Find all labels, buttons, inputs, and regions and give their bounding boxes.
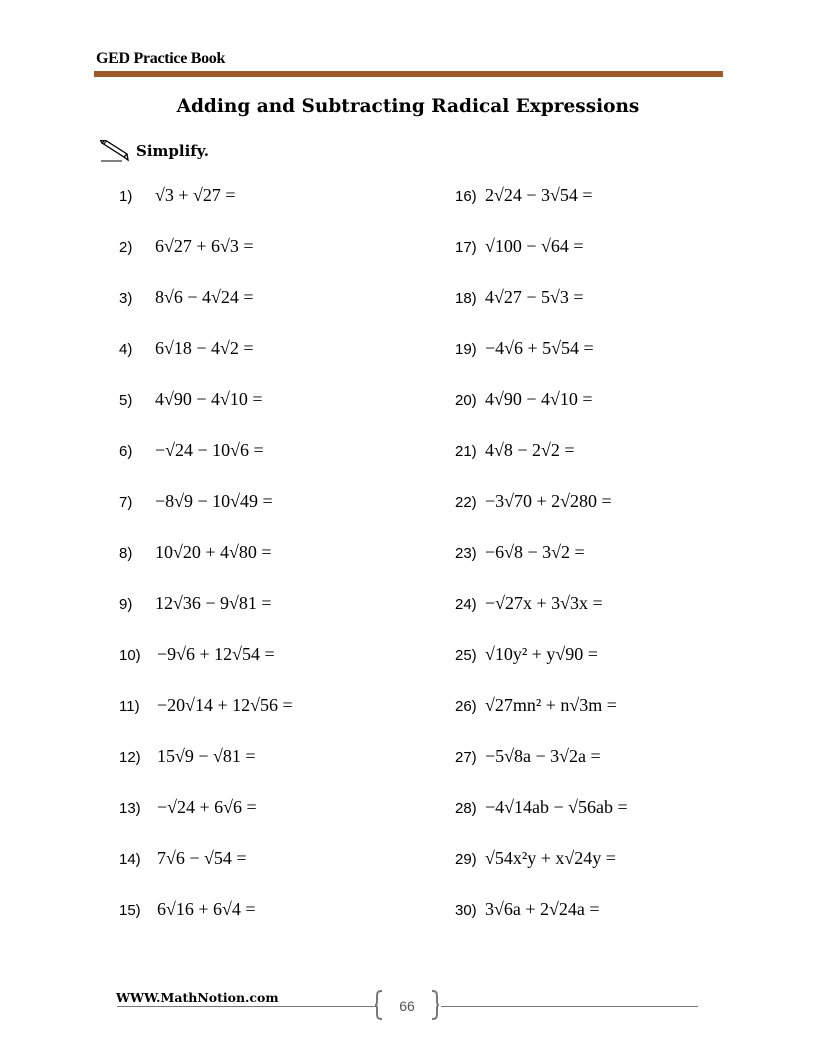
problem-expression: 8√6 − 4√24 = — [155, 287, 254, 307]
instruction — [100, 139, 209, 163]
problem-expression: √10y² + y√90 = — [485, 644, 598, 664]
footer-rule-left — [117, 1006, 376, 1007]
page-number: 66 — [399, 998, 415, 1014]
problem-number: 9) — [119, 596, 133, 613]
problem-item — [455, 388, 755, 439]
problem-number: 1) — [119, 188, 133, 205]
problem-number: 30) — [455, 902, 477, 919]
problem-number: 22) — [455, 494, 477, 511]
problem-number: 21) — [455, 443, 477, 460]
problem-expression: 4√27 − 5√3 = — [485, 287, 584, 307]
footer-rule-right — [441, 1006, 698, 1007]
problem-expression: 3√6a + 2√24a = — [485, 899, 600, 919]
problem-number: 6) — [119, 443, 133, 460]
problems-right-column — [455, 184, 755, 949]
problem-item — [119, 745, 439, 796]
problem-item — [119, 796, 439, 847]
problem-expression: −9√6 + 12√54 = — [157, 644, 275, 664]
problem-expression: 12√36 − 9√81 = — [155, 593, 272, 613]
problem-item — [455, 286, 755, 337]
problem-number: 29) — [455, 851, 477, 868]
problem-item — [119, 337, 439, 388]
page-title: Adding and Subtracting Radical Expressions — [176, 96, 640, 117]
problem-number: 23) — [455, 545, 477, 562]
problem-item — [455, 541, 755, 592]
problem-expression: −4√6 + 5√54 = — [485, 338, 594, 358]
problem-item — [119, 286, 439, 337]
problem-number: 8) — [119, 545, 133, 562]
right-bracket-icon — [430, 990, 440, 1020]
problem-expression: 4√8 − 2√2 = — [485, 440, 575, 460]
problem-number: 11) — [119, 698, 140, 715]
problem-expression: 6√27 + 6√3 = — [155, 236, 254, 256]
problem-number: 25) — [455, 647, 477, 664]
problem-item — [119, 898, 439, 949]
problem-expression: 6√18 − 4√2 = — [155, 338, 254, 358]
problem-number: 7) — [119, 494, 133, 511]
problem-expression: −5√8a − 3√2a = — [485, 746, 601, 766]
problem-expression: −3√70 + 2√280 = — [485, 491, 612, 511]
problem-number: 17) — [455, 239, 477, 256]
problem-item — [119, 847, 439, 898]
problem-number: 18) — [455, 290, 477, 307]
problem-number: 27) — [455, 749, 477, 766]
problem-expression: 7√6 − √54 = — [157, 848, 247, 868]
problem-expression: √3 + √27 = — [155, 185, 236, 205]
problem-item — [455, 184, 755, 235]
problem-expression: −4√14ab − √56ab = — [485, 797, 628, 817]
problem-expression: −√27x + 3√3x = — [485, 593, 603, 613]
header-rule — [94, 71, 723, 77]
problems-left-column — [119, 184, 439, 949]
problem-number: 3) — [119, 290, 133, 307]
problem-expression: 4√90 − 4√10 = — [155, 389, 263, 409]
problem-expression: 15√9 − √81 = — [157, 746, 256, 766]
pencil-icon — [100, 140, 130, 162]
problem-item — [119, 694, 439, 745]
problem-item — [119, 643, 439, 694]
problem-item — [119, 592, 439, 643]
problem-expression: −√24 − 10√6 = — [155, 440, 264, 460]
problem-expression: 4√90 − 4√10 = — [485, 389, 593, 409]
problem-item — [455, 847, 755, 898]
problem-number: 14) — [119, 851, 141, 868]
problem-number: 2) — [119, 239, 133, 256]
problem-expression: √27mn² + n√3m = — [485, 695, 617, 715]
problem-item — [119, 184, 439, 235]
problem-item — [119, 388, 439, 439]
instruction-text: Simplify. — [136, 142, 209, 160]
problem-number: 13) — [119, 800, 141, 817]
problem-number: 28) — [455, 800, 477, 817]
problem-item — [119, 541, 439, 592]
problem-item — [119, 490, 439, 541]
problem-number: 12) — [119, 749, 141, 766]
problem-number: 26) — [455, 698, 477, 715]
problem-expression: −6√8 − 3√2 = — [485, 542, 585, 562]
problem-number: 20) — [455, 392, 477, 409]
problem-expression: 2√24 − 3√54 = — [485, 185, 593, 205]
problem-number: 16) — [455, 188, 477, 205]
problem-expression: −8√9 − 10√49 = — [155, 491, 273, 511]
problem-item — [455, 490, 755, 541]
problem-item — [455, 898, 755, 949]
problem-item — [455, 592, 755, 643]
problem-expression: −√24 + 6√6 = — [157, 797, 257, 817]
left-bracket-icon — [374, 990, 384, 1020]
problem-number: 5) — [119, 392, 133, 409]
problem-item — [455, 235, 755, 286]
problem-expression: √100 − √64 = — [485, 236, 584, 256]
problem-item — [455, 643, 755, 694]
problem-number: 15) — [119, 902, 141, 919]
problem-number: 4) — [119, 341, 133, 358]
problem-item — [455, 439, 755, 490]
problem-item — [455, 694, 755, 745]
footer-url: WWW.MathNotion.com — [116, 990, 279, 1005]
book-title: GED Practice Book — [96, 50, 226, 67]
problem-item — [455, 796, 755, 847]
problem-item — [119, 235, 439, 286]
problem-item — [119, 439, 439, 490]
problem-expression: −20√14 + 12√56 = — [157, 695, 293, 715]
problem-item — [455, 745, 755, 796]
problem-expression: 6√16 + 6√4 = — [157, 899, 256, 919]
problem-number: 10) — [119, 647, 141, 664]
problem-expression: √54x²y + x√24y = — [485, 848, 616, 868]
problem-number: 24) — [455, 596, 477, 613]
problem-item — [455, 337, 755, 388]
problem-expression: 10√20 + 4√80 = — [155, 542, 272, 562]
problem-number: 19) — [455, 341, 477, 358]
